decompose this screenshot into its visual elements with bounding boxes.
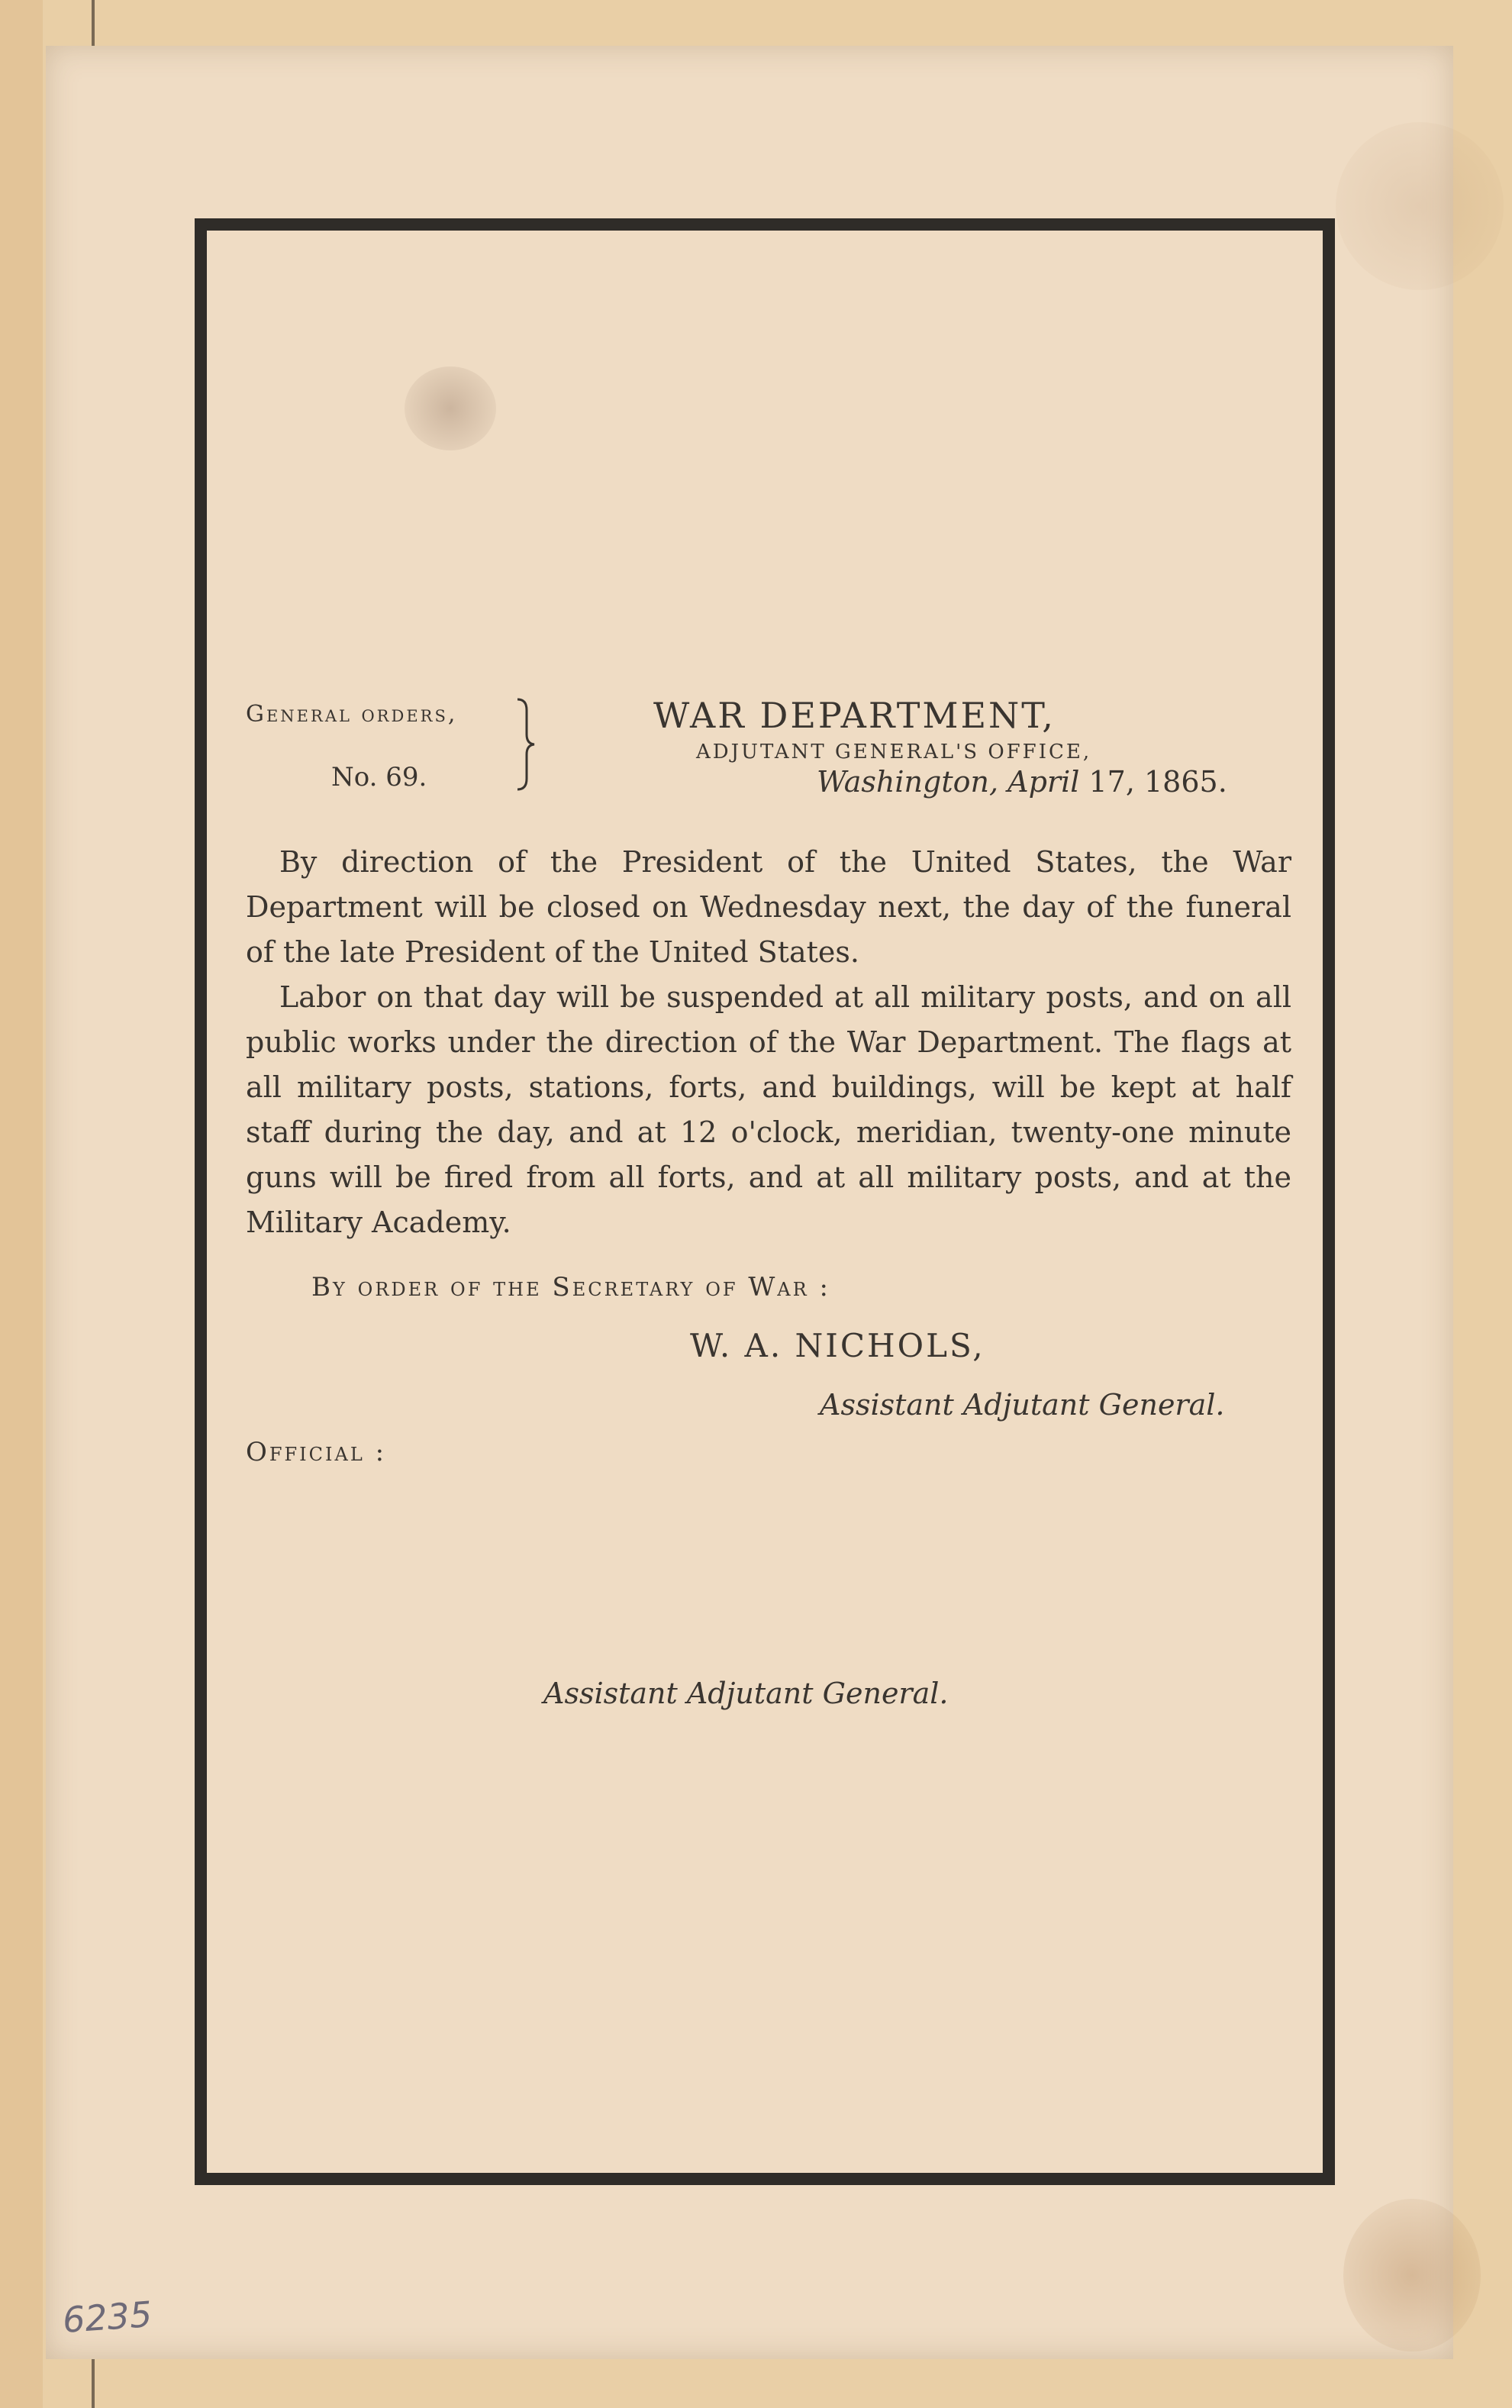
place-name: Washington, <box>817 765 999 799</box>
order-body <box>246 840 1291 1245</box>
office-name: ADJUTANT GENERAL'S OFFICE, <box>696 741 1092 763</box>
general-orders-label: General orders, <box>246 701 458 728</box>
order-number: No. 69. <box>331 762 427 792</box>
general-orders-heading <box>246 701 521 792</box>
age-stain <box>1336 122 1504 290</box>
brace-icon <box>511 695 542 794</box>
signer-title: Assistant Adjutant General. <box>820 1388 1225 1422</box>
paragraph-1: By direction of the President of the United States, the War Department will be closed on Wednesday next, the day of the funeral of the late President of the United States. <box>246 845 1291 969</box>
official-title: Assistant Adjutant General. <box>543 1677 949 1710</box>
date-rest: 17, 1865. <box>1088 765 1227 799</box>
dateline <box>817 765 1227 799</box>
foxing-stain <box>1343 2199 1481 2352</box>
catalog-number: 6235 <box>61 2293 153 2342</box>
official-label: Official : <box>246 1437 387 1467</box>
signer-name: W. A. NICHOLS, <box>690 1327 985 1364</box>
date-month: April <box>1007 765 1080 799</box>
department-heading <box>653 695 1264 799</box>
paragraph-2: Labor on that day will be suspended at all military posts, and on all public works under the direction of the War Department. The flags at all military posts, stations, forts, and buildings, will be kept at half staff during the day, and at 12 o'clock, meridian, twenty-one minute guns will be fired from all forts, and at all military posts, and at the Military Academy. <box>246 980 1291 1239</box>
order-line: By order of the Secretary of War : <box>311 1272 830 1302</box>
mount-edge <box>0 0 43 2408</box>
department-name: WAR DEPARTMENT, <box>653 695 1056 736</box>
